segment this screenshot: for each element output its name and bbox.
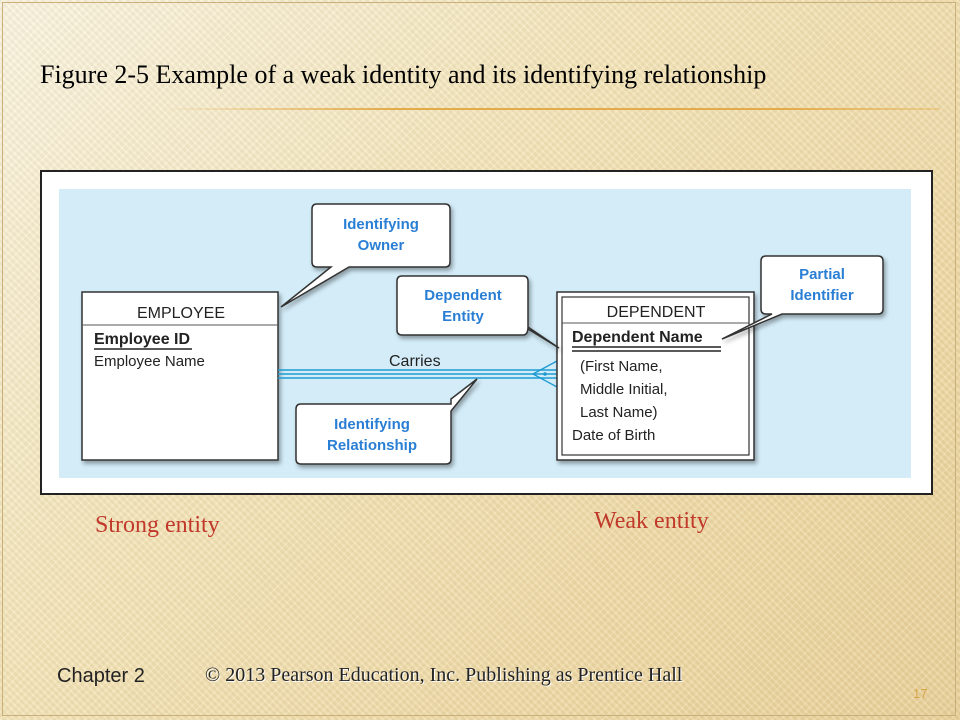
callout-identifying-owner-line1: Identifying bbox=[343, 216, 419, 233]
dependent-attribute-dob: Date of Birth bbox=[572, 427, 656, 444]
composite-part-last-name: Last Name) bbox=[580, 404, 658, 421]
callout-partial-identifier-line2: Identifier bbox=[790, 287, 854, 304]
composite-part-middle-initial: Middle Initial, bbox=[580, 381, 668, 398]
callout-identifying-relationship-line2: Relationship bbox=[326, 437, 418, 454]
callout-dependent-entity-line1: Dependent bbox=[424, 287, 502, 304]
er-diagram bbox=[59, 189, 911, 478]
employee-attribute: Employee Name bbox=[94, 353, 205, 370]
employee-identifier: Employee ID bbox=[94, 331, 191, 348]
callout-dependent-entity-line2: Entity bbox=[442, 308, 484, 325]
title-underline bbox=[160, 108, 940, 110]
page-number: 17 bbox=[913, 686, 928, 701]
dependent-entity bbox=[557, 292, 754, 460]
composite-part-first-name: (First Name, bbox=[580, 358, 663, 375]
callout-identifying-relationship bbox=[296, 379, 477, 464]
employee-entity-name: EMPLOYEE bbox=[136, 305, 226, 322]
dependent-partial-identifier: Dependent Name bbox=[572, 329, 703, 346]
diagram-canvas bbox=[59, 189, 911, 478]
dependent-entity-name: DEPENDENT bbox=[606, 304, 706, 321]
strong-entity-caption: Strong entity bbox=[95, 512, 220, 538]
callout-identifying-relationship-line1: Identifying bbox=[334, 416, 410, 433]
footer-copyright: © 2013 Pearson Education, Inc. Publishing as Prentice Hall bbox=[205, 664, 683, 686]
callout-partial-identifier-line1: Partial bbox=[799, 266, 845, 283]
callout-identifying-owner-line2: Owner bbox=[357, 237, 405, 254]
employee-entity bbox=[82, 292, 278, 460]
weak-entity-caption: Weak entity bbox=[594, 508, 709, 534]
figure-frame bbox=[40, 170, 933, 495]
callout-dependent-entity bbox=[397, 276, 559, 348]
slide-title: Figure 2-5 Example of a weak identity and its identifying relationship bbox=[40, 60, 767, 89]
footer-chapter: Chapter 2 bbox=[57, 665, 145, 687]
relationship-label: Carries bbox=[389, 353, 441, 370]
